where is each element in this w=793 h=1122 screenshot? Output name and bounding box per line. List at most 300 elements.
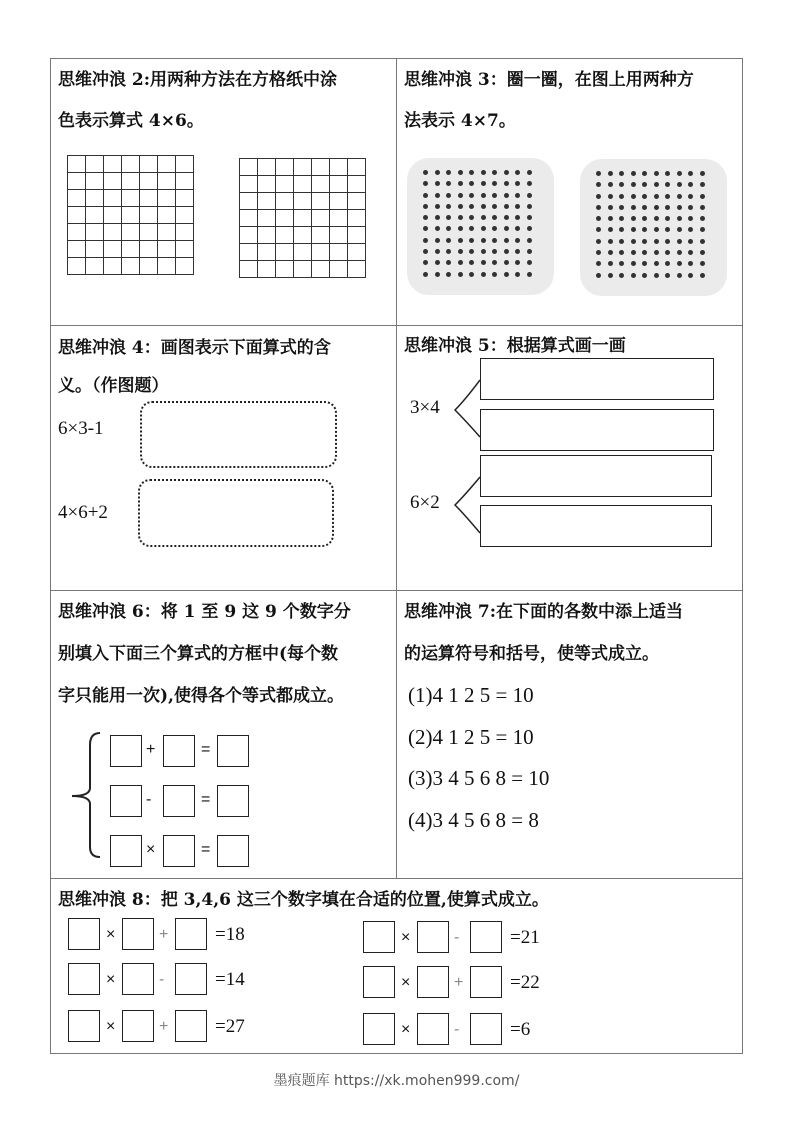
grid-cell[interactable] (240, 210, 258, 227)
dot (700, 273, 705, 278)
grid-cell[interactable] (140, 156, 158, 173)
grid-cell[interactable] (258, 244, 276, 261)
grid-cell[interactable] (176, 190, 194, 207)
grid-cell[interactable] (140, 241, 158, 258)
dot (596, 194, 601, 199)
grid-cell[interactable] (68, 241, 86, 258)
grid-cell[interactable] (158, 207, 176, 224)
grid-cell[interactable] (122, 224, 140, 241)
dot (608, 216, 613, 221)
s4-expr-1: 6×3-1 (58, 418, 104, 439)
grid-cell[interactable] (240, 176, 258, 193)
grid-cell[interactable] (104, 258, 122, 275)
dot (423, 215, 428, 220)
grid-cell[interactable] (258, 159, 276, 176)
dot (423, 193, 428, 198)
grid-cell[interactable] (240, 244, 258, 261)
grid-cell[interactable] (312, 176, 330, 193)
dot (654, 227, 659, 232)
result: =21 (510, 927, 540, 948)
s5-expr-2: 6×2 (410, 492, 440, 513)
operator: × (106, 926, 116, 943)
answer-box[interactable] (417, 966, 449, 998)
dot (654, 182, 659, 187)
dot (700, 216, 705, 221)
s4-drawing-box-2[interactable] (138, 479, 334, 547)
grid-cell[interactable] (176, 156, 194, 173)
grid-cell[interactable] (158, 224, 176, 241)
answer-box[interactable] (122, 963, 154, 995)
grid-cell[interactable] (140, 207, 158, 224)
dot (423, 238, 428, 243)
dot (515, 260, 520, 265)
dot (492, 272, 497, 277)
grid-cell[interactable] (330, 159, 348, 176)
dot (481, 170, 486, 175)
grid-cell[interactable] (104, 190, 122, 207)
dot (608, 205, 613, 210)
dot (515, 226, 520, 231)
grid-cell[interactable] (140, 173, 158, 190)
dot (423, 272, 428, 277)
dot (435, 193, 440, 198)
dot (688, 182, 693, 187)
dot (608, 194, 613, 199)
dot (677, 227, 682, 232)
dot (458, 260, 463, 265)
dot (665, 171, 670, 176)
answer-box[interactable] (122, 1010, 154, 1042)
dot (481, 181, 486, 186)
grid-cell[interactable] (176, 207, 194, 224)
grid-cell[interactable] (68, 190, 86, 207)
answer-box[interactable] (110, 735, 142, 767)
dot (435, 226, 440, 231)
dot (642, 194, 647, 199)
answer-box[interactable] (68, 1010, 100, 1042)
grid-cell[interactable] (348, 210, 366, 227)
dot (665, 227, 670, 232)
operator: + (146, 741, 156, 758)
grid-paper-1[interactable] (67, 155, 194, 275)
answer-box[interactable] (217, 735, 249, 767)
answer-box[interactable] (363, 921, 395, 953)
dot (619, 194, 624, 199)
dot (515, 181, 520, 186)
grid-cell[interactable] (276, 227, 294, 244)
result: =22 (510, 972, 540, 993)
grid-cell[interactable] (348, 159, 366, 176)
s4-drawing-box-1[interactable] (140, 401, 337, 468)
grid-cell[interactable] (312, 244, 330, 261)
dot (619, 261, 624, 266)
grid-cell[interactable] (140, 258, 158, 275)
dot (481, 260, 486, 265)
dot (688, 171, 693, 176)
grid-cell[interactable] (348, 227, 366, 244)
operator: - (146, 791, 152, 808)
dot (504, 226, 509, 231)
s7-title: 思维冲浪 7:在下面的各数中添上适当 (404, 602, 684, 622)
grid-cell[interactable] (86, 258, 104, 275)
dot (504, 181, 509, 186)
dot (688, 205, 693, 210)
dot (458, 204, 463, 209)
dot (504, 215, 509, 220)
dot (700, 261, 705, 266)
dot (469, 204, 474, 209)
dot (481, 226, 486, 231)
answer-box[interactable] (470, 966, 502, 998)
dot (504, 170, 509, 175)
answer-box[interactable] (417, 921, 449, 953)
operator: × (401, 1021, 411, 1038)
dot (631, 250, 636, 255)
dot (642, 182, 647, 187)
grid-cell[interactable] (258, 227, 276, 244)
dot (654, 261, 659, 266)
dot (423, 204, 428, 209)
dot (619, 273, 624, 278)
s2-title: 思维冲浪 2:用两种方法在方格纸中涂 (58, 70, 338, 90)
s5-expr-1: 3×4 (410, 397, 440, 418)
grid-cell[interactable] (312, 193, 330, 210)
grid-cell[interactable] (176, 224, 194, 241)
table-divider (50, 590, 743, 591)
dot (700, 194, 705, 199)
dot-array-2[interactable] (580, 159, 727, 296)
dot (458, 170, 463, 175)
dot (504, 249, 509, 254)
dot (423, 260, 428, 265)
s6-title-3: 字只能用一次),使得各个等式都成立。 (58, 686, 344, 706)
grid-cell[interactable] (68, 224, 86, 241)
dot (619, 171, 624, 176)
grid-cell[interactable] (68, 156, 86, 173)
dot (631, 216, 636, 221)
result: =14 (215, 969, 245, 990)
grid-cell[interactable] (122, 258, 140, 275)
dot (619, 182, 624, 187)
dot-array-1[interactable] (407, 158, 554, 295)
grid-cell[interactable] (240, 193, 258, 210)
dot (446, 204, 451, 209)
dot (688, 227, 693, 232)
grid-cell[interactable] (276, 210, 294, 227)
grid-cell[interactable] (294, 261, 312, 278)
dot (596, 227, 601, 232)
answer-box[interactable] (217, 785, 249, 817)
equals: = (201, 791, 211, 808)
grid-cell[interactable] (86, 190, 104, 207)
table-border (742, 58, 743, 1054)
answer-box[interactable] (68, 963, 100, 995)
answer-box[interactable] (470, 921, 502, 953)
grid-cell[interactable] (122, 173, 140, 190)
dot (619, 205, 624, 210)
dot (631, 239, 636, 244)
grid-cell[interactable] (330, 176, 348, 193)
dot (596, 182, 601, 187)
dot (631, 261, 636, 266)
dot (642, 261, 647, 266)
answer-box[interactable] (363, 1013, 395, 1045)
s5-box-2[interactable] (480, 409, 714, 451)
dot (677, 273, 682, 278)
dot (608, 273, 613, 278)
dot (619, 227, 624, 232)
dot (654, 273, 659, 278)
dot (469, 215, 474, 220)
grid-cell[interactable] (330, 244, 348, 261)
operator: × (106, 971, 116, 988)
dot (492, 238, 497, 243)
dot (515, 215, 520, 220)
dot (492, 260, 497, 265)
dot (642, 250, 647, 255)
dot (631, 194, 636, 199)
grid-cell[interactable] (68, 207, 86, 224)
dot (619, 239, 624, 244)
grid-cell[interactable] (158, 156, 176, 173)
answer-box[interactable] (417, 1013, 449, 1045)
grid-cell[interactable] (294, 159, 312, 176)
grid-cell[interactable] (158, 241, 176, 258)
dot (527, 181, 532, 186)
equals: = (201, 741, 211, 758)
grid-cell[interactable] (348, 244, 366, 261)
dot (527, 260, 532, 265)
dot (700, 205, 705, 210)
answer-box[interactable] (217, 835, 249, 867)
dot (596, 273, 601, 278)
s7-item-1: (1)4 1 2 5 = 10 (408, 683, 534, 707)
s5-title: 思维冲浪 5：根据算式画一画 (404, 336, 626, 356)
s5-box-4[interactable] (480, 505, 712, 547)
dot (631, 171, 636, 176)
grid-cell[interactable] (86, 156, 104, 173)
operator: × (106, 1018, 116, 1035)
dot (619, 216, 624, 221)
grid-cell[interactable] (104, 241, 122, 258)
grid-cell[interactable] (158, 258, 176, 275)
grid-cell[interactable] (330, 193, 348, 210)
grid-cell[interactable] (312, 261, 330, 278)
table-divider (50, 878, 743, 879)
grid-cell[interactable] (294, 227, 312, 244)
dot (665, 194, 670, 199)
dot (458, 249, 463, 254)
answer-box[interactable] (175, 963, 207, 995)
grid-cell[interactable] (86, 241, 104, 258)
dot (700, 182, 705, 187)
dot (492, 249, 497, 254)
dot (423, 226, 428, 231)
s5-box-1[interactable] (480, 358, 714, 400)
dot (435, 204, 440, 209)
dot (527, 170, 532, 175)
grid-cell[interactable] (122, 190, 140, 207)
dot (435, 238, 440, 243)
answer-box[interactable] (163, 835, 195, 867)
dot (458, 238, 463, 243)
dot (596, 171, 601, 176)
dot (469, 193, 474, 198)
dot (677, 205, 682, 210)
s4-title: 思维冲浪 4：画图表示下面算式的含 (58, 338, 331, 358)
grid-cell[interactable] (86, 224, 104, 241)
grid-cell[interactable] (122, 156, 140, 173)
dot (654, 250, 659, 255)
dot (631, 227, 636, 232)
table-border (50, 1053, 743, 1054)
dot (665, 216, 670, 221)
dot (481, 272, 486, 277)
dot (654, 216, 659, 221)
grid-cell[interactable] (294, 176, 312, 193)
grid-cell[interactable] (68, 173, 86, 190)
equals: = (201, 841, 211, 858)
answer-box[interactable] (470, 1013, 502, 1045)
dot (481, 193, 486, 198)
grid-cell[interactable] (140, 224, 158, 241)
grid-cell[interactable] (258, 210, 276, 227)
grid-cell[interactable] (276, 159, 294, 176)
grid-cell[interactable] (140, 190, 158, 207)
footer-watermark: 墨痕题库 https://xk.mohen999.com/ (273, 1073, 520, 1089)
grid-cell[interactable] (104, 224, 122, 241)
answer-box[interactable] (122, 918, 154, 950)
grid-cell[interactable] (312, 227, 330, 244)
dot (446, 272, 451, 277)
grid-cell[interactable] (330, 210, 348, 227)
dot (619, 250, 624, 255)
dot (515, 170, 520, 175)
grid-cell[interactable] (122, 241, 140, 258)
grid-paper-2[interactable] (239, 158, 366, 278)
s5-box-3[interactable] (480, 455, 712, 497)
grid-cell[interactable] (258, 261, 276, 278)
operator: × (401, 929, 411, 946)
grid-cell[interactable] (312, 210, 330, 227)
brace-icon (68, 730, 108, 860)
grid-cell[interactable] (68, 258, 86, 275)
grid-cell[interactable] (240, 261, 258, 278)
dot (527, 226, 532, 231)
grid-cell[interactable] (348, 261, 366, 278)
grid-cell[interactable] (294, 244, 312, 261)
grid-cell[interactable] (104, 173, 122, 190)
dot (469, 249, 474, 254)
operator: + (159, 1018, 169, 1035)
grid-cell[interactable] (276, 176, 294, 193)
dot (700, 250, 705, 255)
result: =27 (215, 1016, 245, 1037)
dot (515, 249, 520, 254)
answer-box[interactable] (175, 918, 207, 950)
dot (446, 260, 451, 265)
dot (435, 272, 440, 277)
grid-cell[interactable] (330, 261, 348, 278)
grid-cell[interactable] (176, 258, 194, 275)
s7-item-2: (2)4 1 2 5 = 10 (408, 725, 534, 749)
table-divider (396, 58, 397, 878)
dot (504, 204, 509, 209)
s3-title-2: 法表示 4×7。 (404, 111, 516, 131)
dot (677, 194, 682, 199)
grid-cell[interactable] (276, 261, 294, 278)
answer-box[interactable] (110, 785, 142, 817)
answer-box[interactable] (163, 735, 195, 767)
answer-box[interactable] (163, 785, 195, 817)
dot (469, 170, 474, 175)
dot (492, 181, 497, 186)
dot (446, 193, 451, 198)
grid-cell[interactable] (158, 173, 176, 190)
dot (527, 215, 532, 220)
grid-cell[interactable] (240, 159, 258, 176)
dot (446, 238, 451, 243)
answer-box[interactable] (110, 835, 142, 867)
grid-cell[interactable] (176, 241, 194, 258)
grid-cell[interactable] (104, 207, 122, 224)
dot (631, 182, 636, 187)
s4-expr-2: 4×6+2 (58, 502, 108, 523)
grid-cell[interactable] (176, 173, 194, 190)
grid-cell[interactable] (240, 227, 258, 244)
dot (527, 238, 532, 243)
dot (458, 193, 463, 198)
dot (458, 215, 463, 220)
dot (608, 261, 613, 266)
grid-cell[interactable] (294, 193, 312, 210)
dot (642, 273, 647, 278)
s6-title-2: 别填入下面三个算式的方框中(每个数 (58, 644, 339, 664)
answer-box[interactable] (363, 966, 395, 998)
grid-cell[interactable] (86, 173, 104, 190)
grid-cell[interactable] (330, 227, 348, 244)
grid-cell[interactable] (348, 176, 366, 193)
dot (608, 250, 613, 255)
grid-cell[interactable] (122, 207, 140, 224)
answer-box[interactable] (175, 1010, 207, 1042)
dot (458, 181, 463, 186)
dot (446, 170, 451, 175)
dot (492, 170, 497, 175)
dot (492, 226, 497, 231)
table-divider (50, 325, 743, 326)
grid-cell[interactable] (276, 193, 294, 210)
dot (608, 171, 613, 176)
dot (527, 204, 532, 209)
grid-cell[interactable] (258, 193, 276, 210)
grid-cell[interactable] (276, 244, 294, 261)
operator: + (159, 926, 169, 943)
dot (596, 239, 601, 244)
dot (642, 239, 647, 244)
grid-cell[interactable] (104, 156, 122, 173)
s3-title: 思维冲浪 3：圈一圈，在图上用两种方 (404, 70, 694, 90)
dot (435, 260, 440, 265)
grid-cell[interactable] (348, 193, 366, 210)
dot (654, 194, 659, 199)
grid-cell[interactable] (312, 159, 330, 176)
grid-cell[interactable] (294, 210, 312, 227)
grid-cell[interactable] (158, 190, 176, 207)
grid-cell[interactable] (86, 207, 104, 224)
answer-box[interactable] (68, 918, 100, 950)
grid-cell[interactable] (258, 176, 276, 193)
